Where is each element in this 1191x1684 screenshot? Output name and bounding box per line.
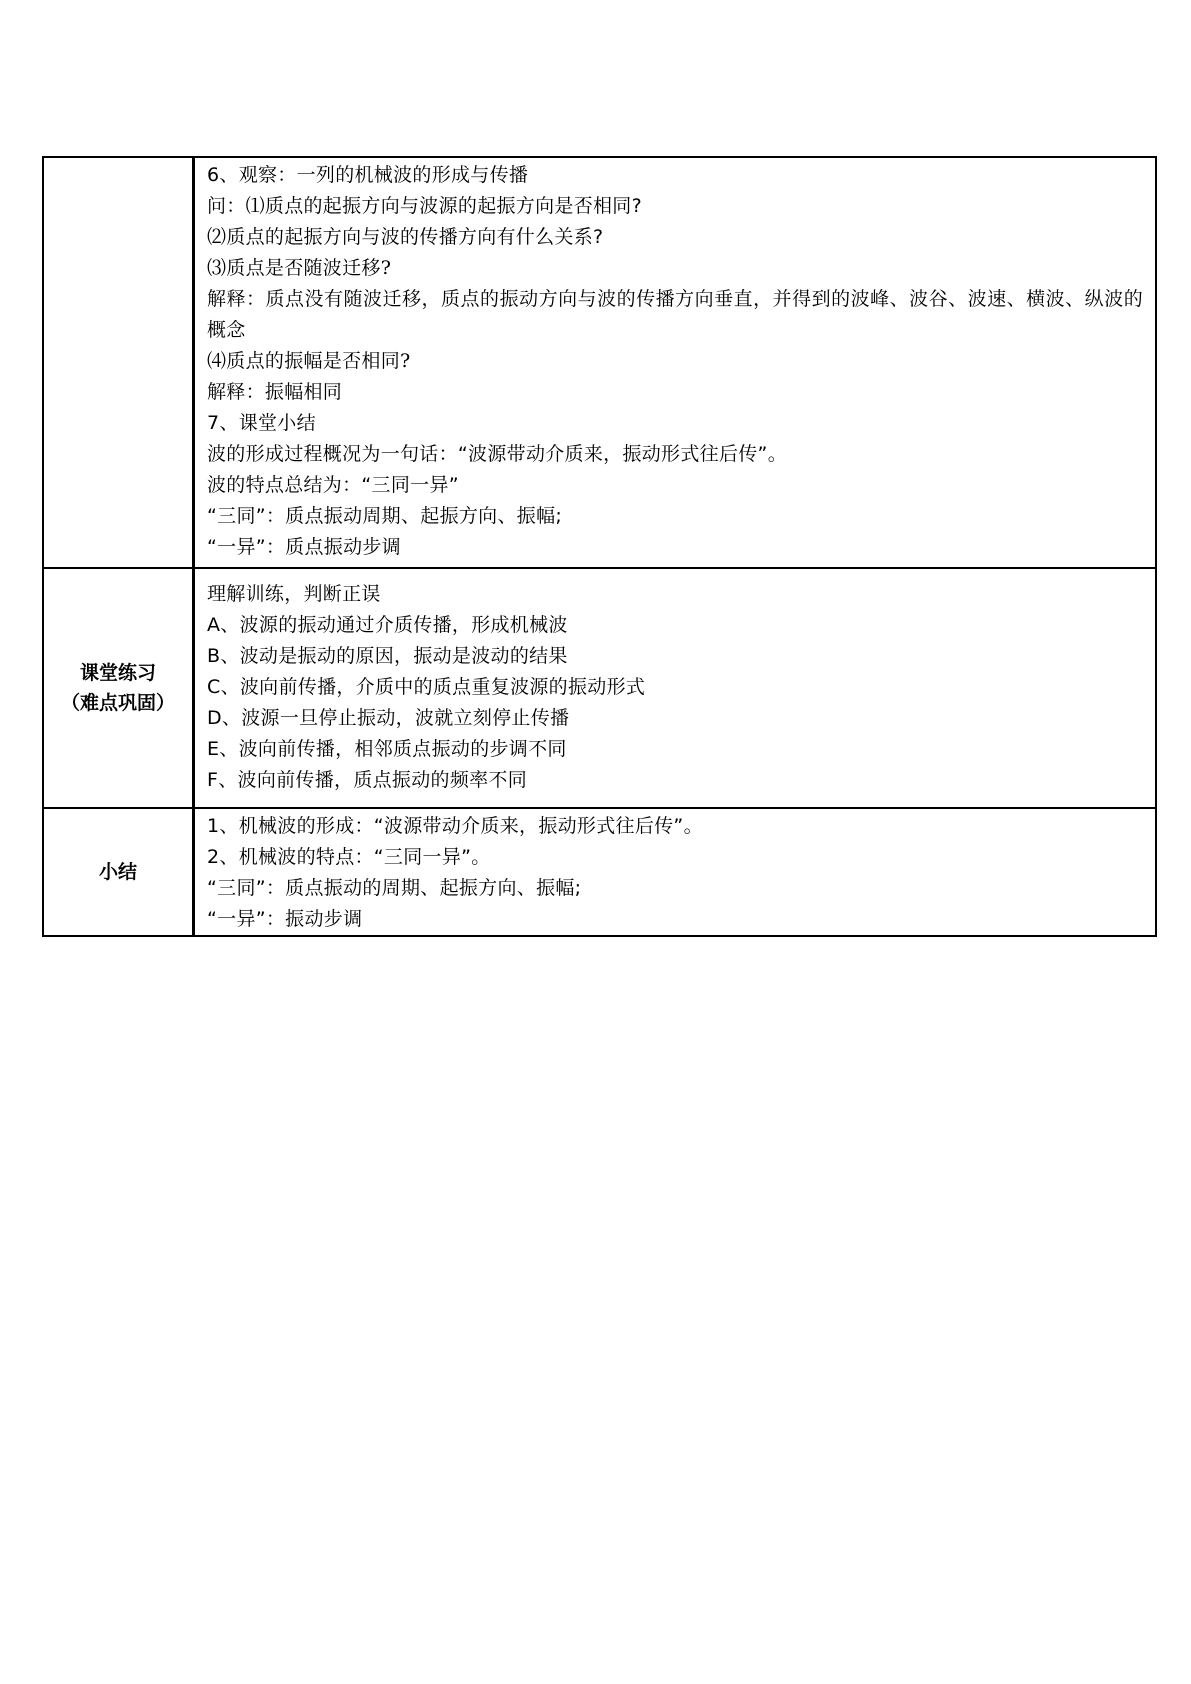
content-line: 7、课堂小结 [207,412,316,434]
row-label: 小结 [98,861,137,883]
content-line: B、波动是振动的原因，振动是波动的结果 [207,645,568,667]
content-line: 解释：振幅相同 [207,381,343,403]
content-line: “三同”：质点振动的周期、起振方向、振幅; [207,877,582,899]
content-line: ⑷质点的振幅是否相同? [207,350,411,372]
content-line: 解释：质点没有随波迁移，质点的振动方向与波的传播方向垂直，并得到的波峰、波谷、波速、横波、纵波的概念 [207,288,1143,341]
content-line: 问：⑴质点的起振方向与波源的起振方向是否相同? [207,195,642,217]
row-content-cell [194,157,1157,568]
content-line: 1、机械波的形成：“波源带动介质来，振动形式往后传”。 [207,815,703,837]
table-row [43,568,1156,808]
content-line: C、波向前传播，介质中的质点重复波源的振动形式 [207,676,646,698]
row-label-cell [43,568,194,808]
content-line: 6、观察：一列的机械波的形成与传播 [207,164,529,186]
row-label-cell [43,808,194,936]
content-line: 波的特点总结为：“三同一异” [207,474,459,496]
content-line: A、波源的振动通过介质传播，形成机械波 [207,614,568,636]
content-line: F、波向前传播，质点振动的频率不同 [207,769,528,791]
content-line: 2、机械波的特点：“三同一异”。 [207,846,491,868]
row-content-cell [194,568,1157,808]
row-label-cell [43,157,194,568]
content-line: ⑵质点的起振方向与波的传播方向有什么关系? [207,226,604,248]
content-line: 理解训练，判断正误 [207,583,381,605]
content-line: “三同”：质点振动周期、起振方向、振幅; [207,505,563,527]
content-line: D、波源一旦停止振动，波就立刻停止传播 [207,707,570,729]
content-line: E、波向前传播，相邻质点振动的步调不同 [207,738,567,760]
content-line: “一异”：质点振动步调 [207,536,401,558]
row-label: 课堂练习 [79,662,156,684]
content-line: ⑶质点是否随波迁移? [207,257,392,279]
content-line: “一异”：振动步调 [207,908,363,930]
table-row [43,808,1156,936]
row-label: （难点巩固） [60,692,175,714]
table-row [43,157,1156,568]
content-line: 波的形成过程概况为一句话：“波源带动介质来，振动形式往后传”。 [207,443,787,465]
row-content-cell [194,808,1157,936]
lesson-plan-table [42,156,1157,937]
